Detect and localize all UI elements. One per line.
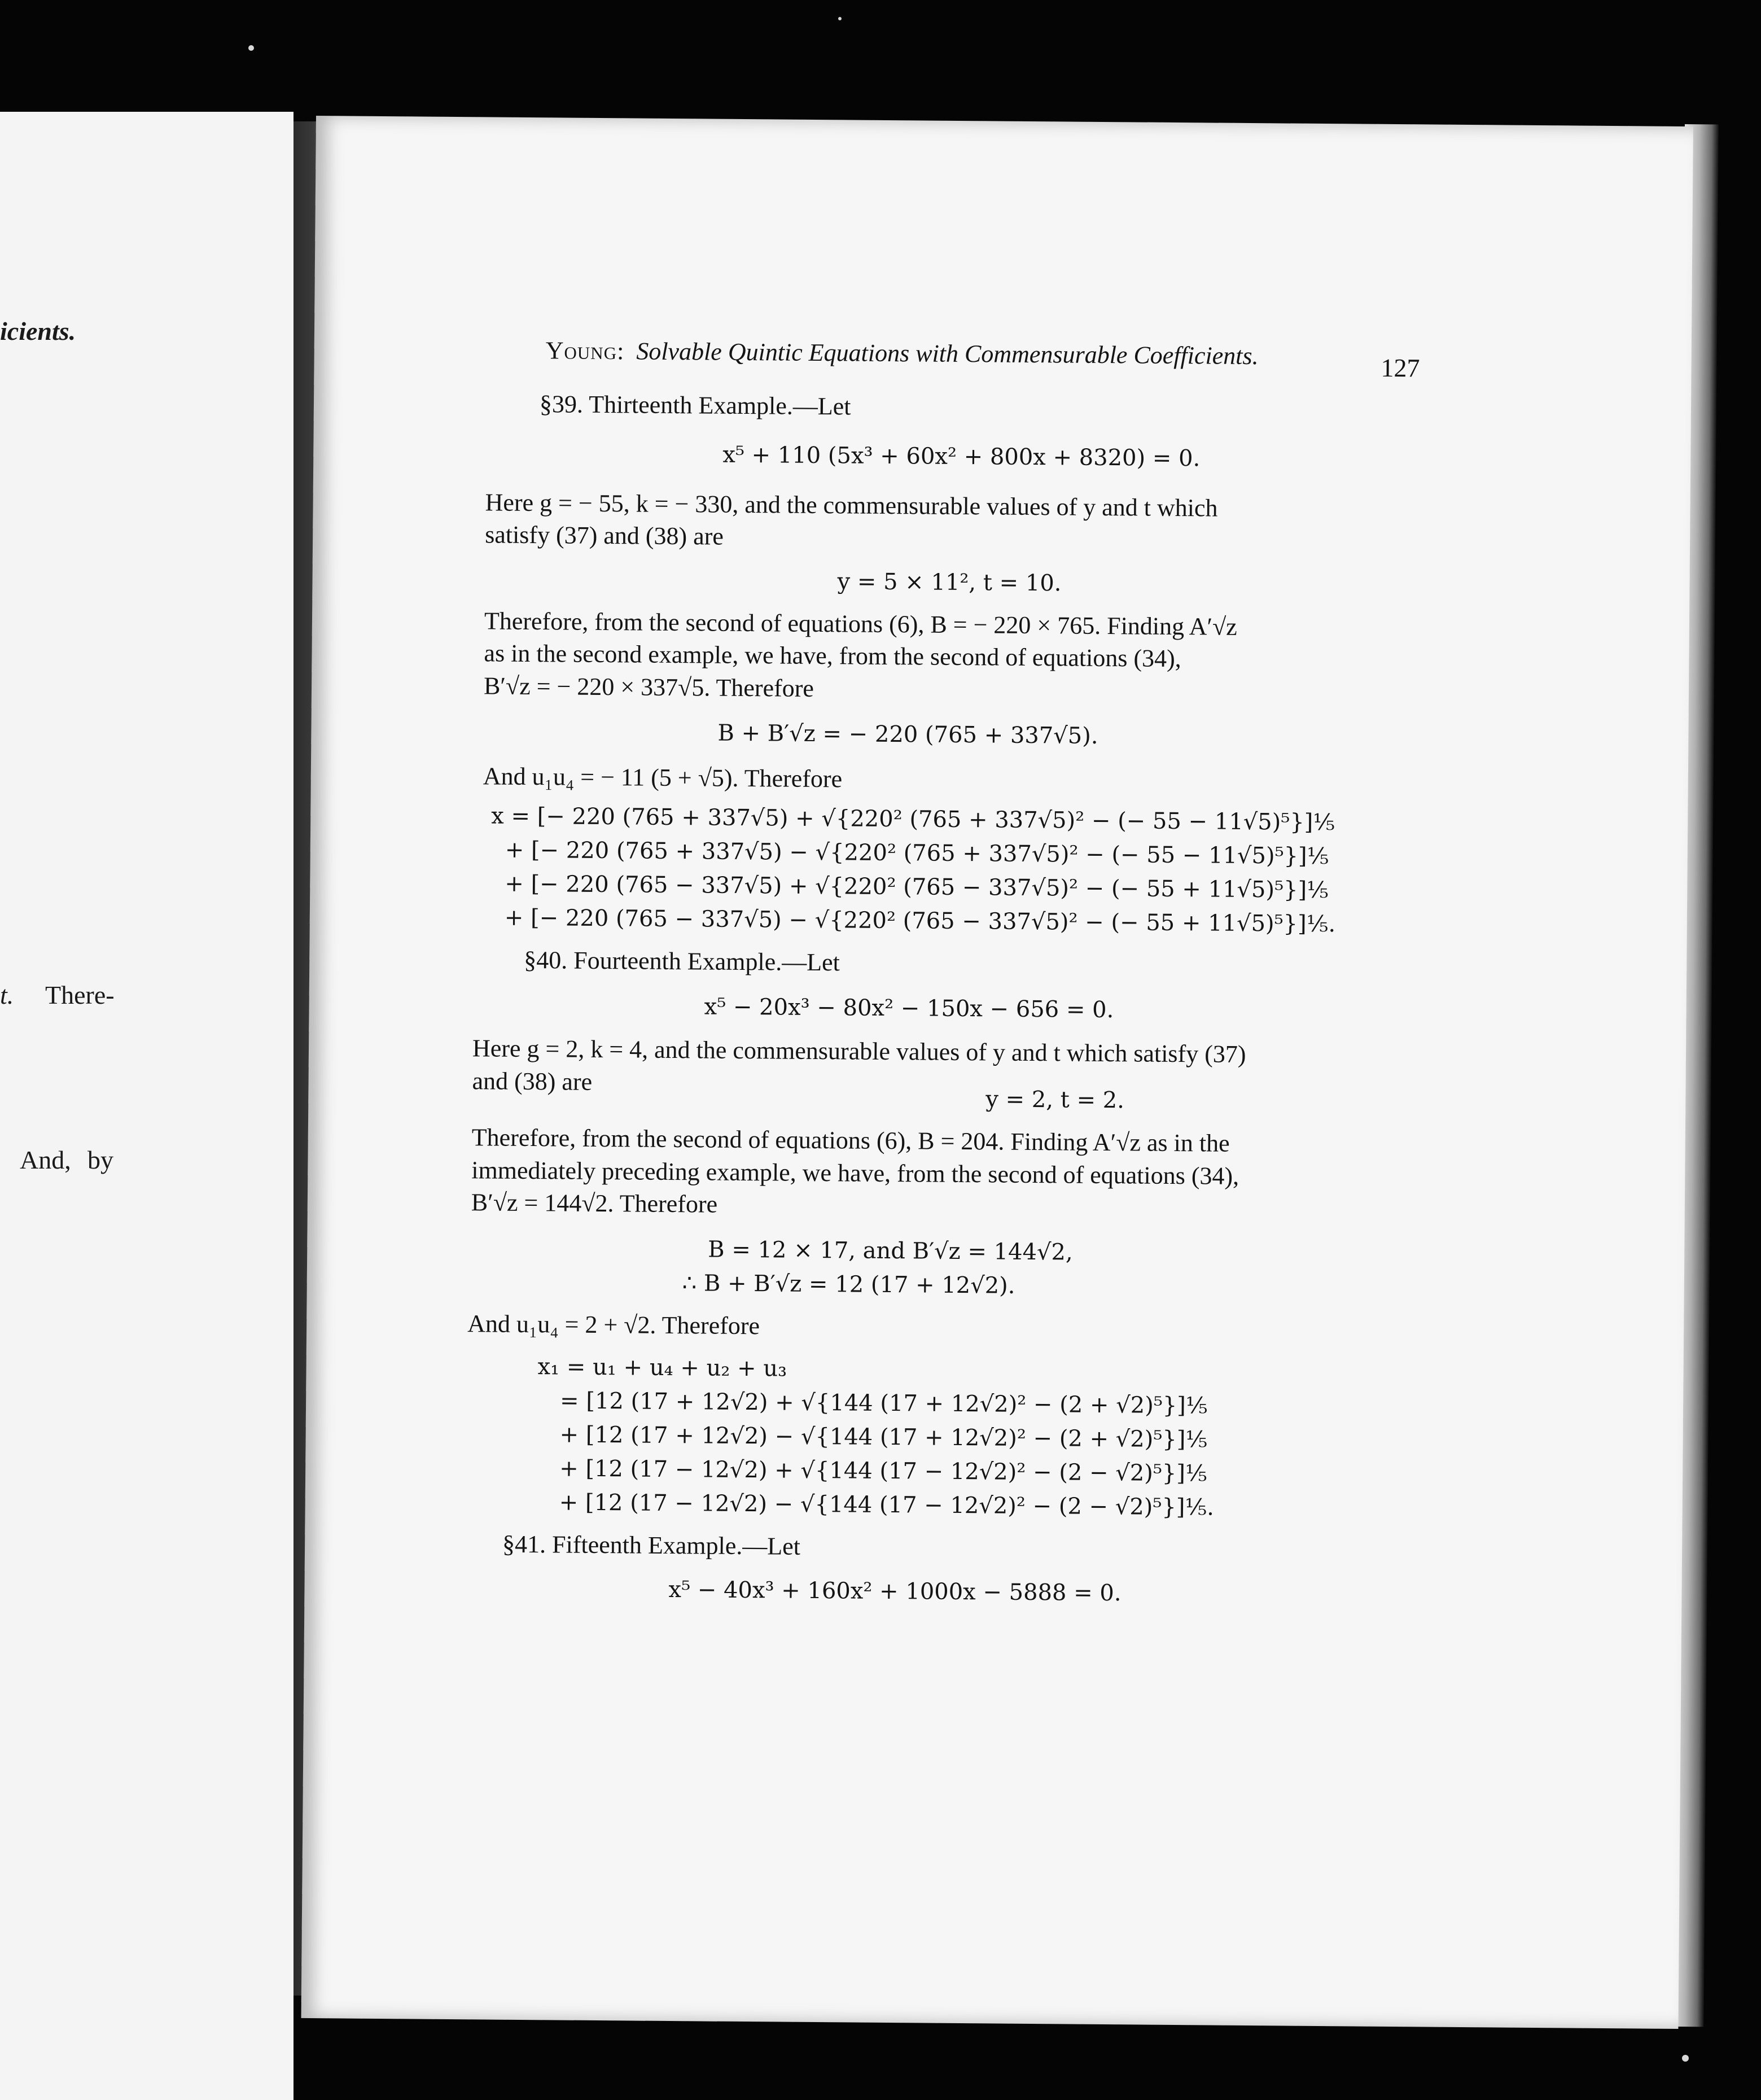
header-title: Solvable Quintic Equations with Commensurable Coefficients.: [636, 337, 1259, 370]
equation: B = 12 × 17, and B′√z = 144√2,: [708, 1236, 1073, 1266]
text-line: as in the second example, we have, from the second of equations (34),: [484, 639, 1181, 673]
dust-speck: [248, 45, 254, 51]
text-line: Here g = 2, k = 4, and the commensurable values of y and t which satisfy (37): [472, 1034, 1246, 1068]
dust-speck: [1682, 2055, 1689, 2062]
text-line: B′√z = − 220 × 337√5. Therefore: [483, 672, 814, 702]
text-line: B′√z = 144√2. Therefore: [471, 1188, 718, 1218]
text-line: And u₁u₄ = 2 + √2. Therefore: [467, 1310, 760, 1340]
header-author: Young: [545, 336, 617, 365]
running-header: [546, 335, 1259, 372]
equation: + [12 (17 − 12√2) + √{144 (17 − 12√2)² − (2 − √2)⁵}]⅕: [559, 1455, 1207, 1487]
equation: y = 5 × 11², t = 10.: [837, 568, 1062, 597]
text-line: satisfy (37) and (38) are: [484, 520, 724, 550]
equation: = [12 (17 + 12√2) + √{144 (17 + 12√2)² − (2 + √2)⁵}]⅕: [559, 1388, 1208, 1419]
left-page-fragment: icients.: [0, 317, 76, 345]
text-line: Here g = − 55, k = − 330, and the commensurable values of y and t which: [485, 488, 1218, 522]
equation: ∴ B + B′√z = 12 (17 + 12√2).: [682, 1270, 1015, 1299]
equation: + [− 220 (765 − 337√5) + √{220² (765 − 337√5)² − (− 55 + 11√5)⁵}]⅕: [505, 870, 1329, 904]
section-heading: §40. Fourteenth Example.—Let: [524, 946, 840, 977]
book-page: [301, 116, 1693, 2029]
equation: B + B′√z = − 220 (765 + 337√5).: [717, 720, 1098, 749]
section-heading: §41. Fifteenth Example.—Let: [502, 1530, 801, 1560]
left-page-fragment: And,: [20, 1145, 71, 1174]
equation: + [12 (17 − 12√2) − √{144 (17 − 12√2)² − (2 − √2)⁵}]⅕.: [559, 1489, 1215, 1521]
equation: x⁵ − 20x³ − 80x² − 150x − 656 = 0.: [704, 994, 1114, 1023]
dust-speck: [838, 17, 842, 20]
left-page-fragment: by: [87, 1145, 113, 1174]
equation: x⁵ + 110 (5x³ + 60x² + 800x + 8320) = 0.: [722, 441, 1201, 472]
left-page-fragment: t.: [0, 981, 14, 1009]
section-heading: §39. Thirteenth Example.—Let: [539, 390, 851, 421]
header-separator: :: [616, 337, 624, 365]
text-line: And u₁u₄ = − 11 (5 + √5). Therefore: [483, 762, 843, 793]
previous-page-strip: [0, 112, 294, 2100]
equation: x₁ = u₁ + u₄ + u₂ + u₃: [537, 1354, 787, 1382]
text-line: Therefore, from the second of equations (6), B = − 220 × 765. Finding A′√z: [484, 607, 1237, 641]
equation: + [12 (17 + 12√2) − √{144 (17 + 12√2)² − (2 + √2)⁵}]⅕: [559, 1421, 1208, 1453]
equation: + [− 220 (765 + 337√5) − √{220² (765 + 337√5)² − (− 55 − 11√5)⁵}]⅕: [505, 837, 1329, 870]
left-page-fragment: There-: [45, 981, 115, 1009]
equation: y = 2, t = 2.: [985, 1086, 1125, 1114]
text-line: Therefore, from the second of equations (6), B = 204. Finding A′√z as in the: [471, 1123, 1230, 1157]
page-number: 127: [1381, 353, 1420, 383]
equation: + [− 220 (765 − 337√5) − √{220² (765 − 337√5)² − (− 55 + 11√5)⁵}]⅕.: [504, 904, 1336, 938]
text-line: and (38) are: [472, 1067, 593, 1096]
equation: x = [− 220 (765 + 337√5) + √{220² (765 + 337√5)² − (− 55 − 11√5)⁵}]⅕: [491, 803, 1335, 836]
text-line: immediately preceding example, we have, from the second of equations (34),: [471, 1156, 1239, 1190]
equation: x⁵ − 40x³ + 160x² + 1000x − 5888 = 0.: [668, 1576, 1122, 1607]
